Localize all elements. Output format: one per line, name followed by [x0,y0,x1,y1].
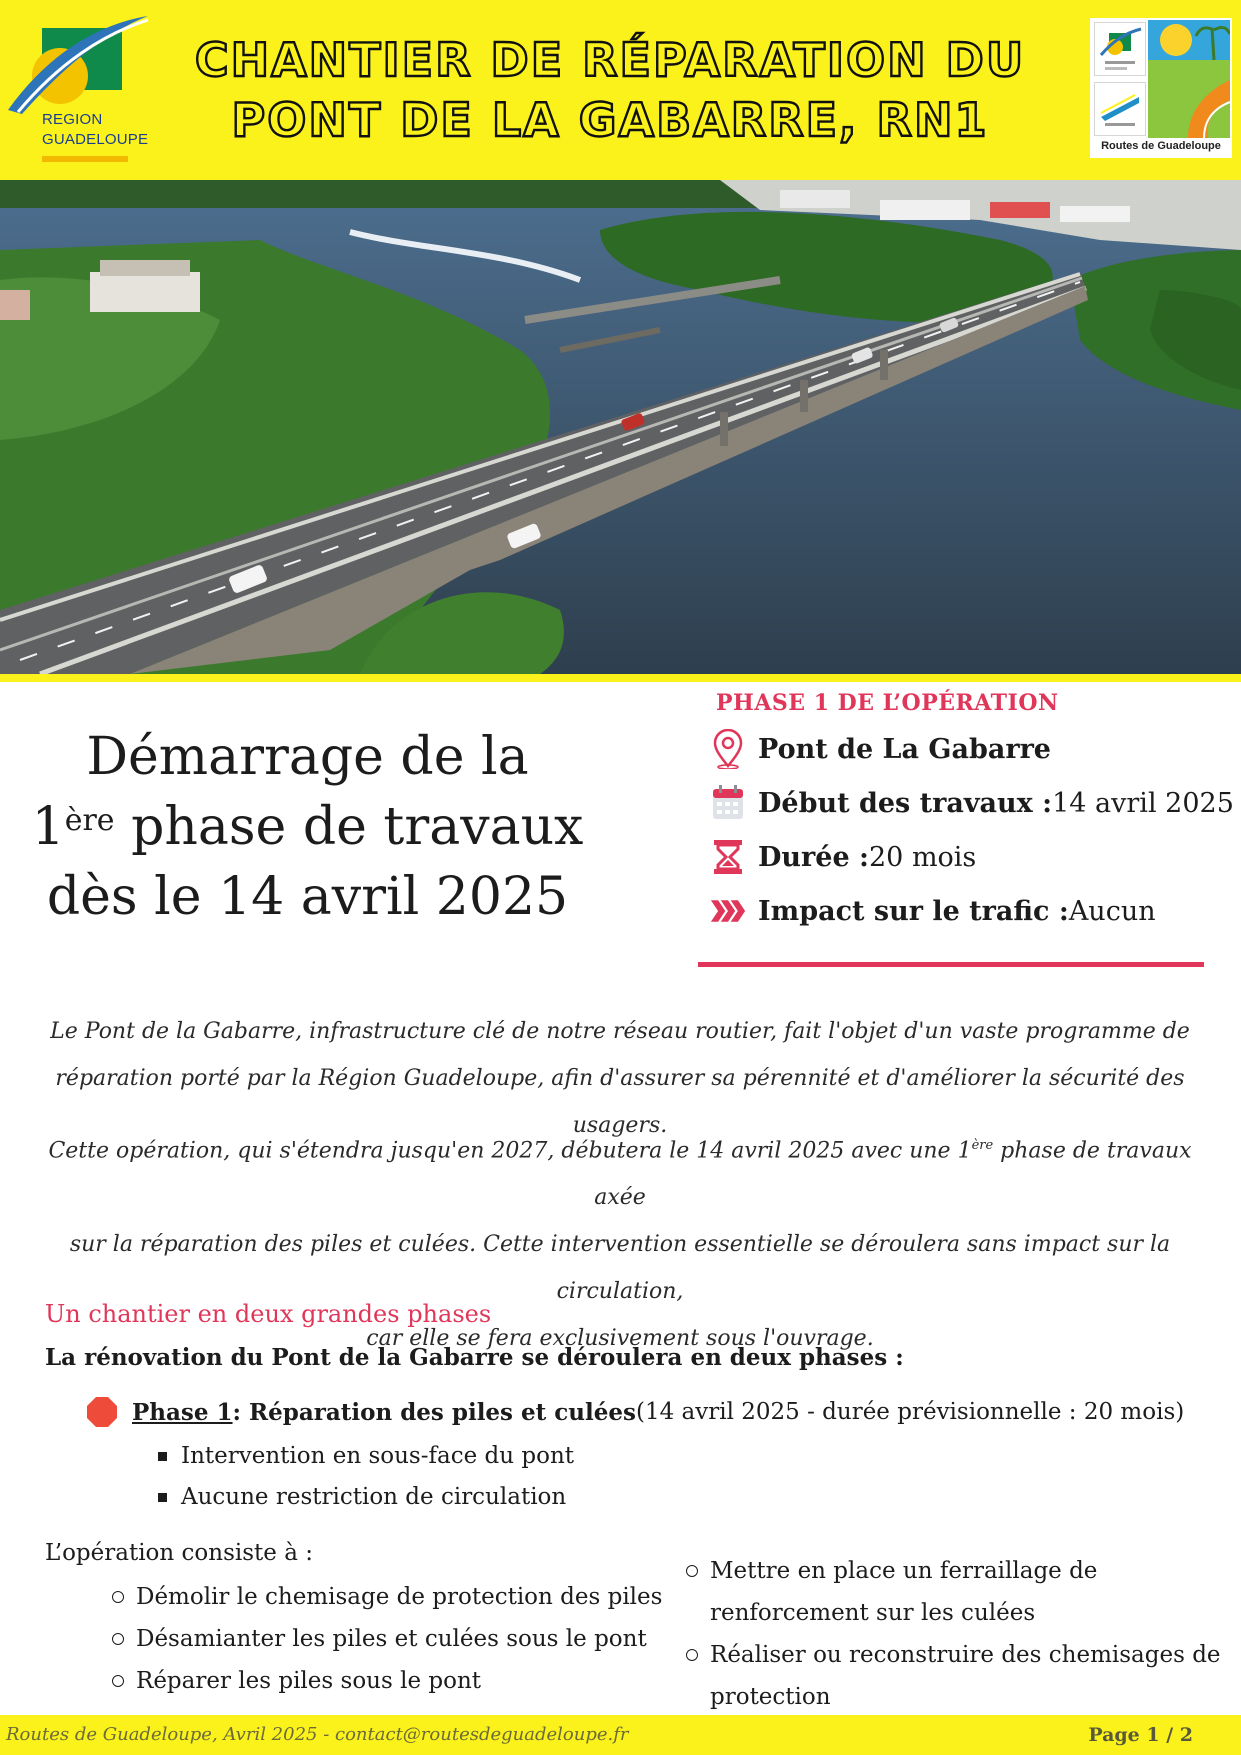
page-number: Page 1 / 2 [1088,1724,1193,1746]
headline [20,722,595,932]
phase1-heading [86,1396,1184,1428]
routes-logo-label: Routes de Guadeloupe [1101,140,1221,152]
para2-line3: car elle se fera exclusivement sous l'ouvrage. [366,1326,874,1352]
routes-logo-graphic [1148,20,1230,138]
para2-line1-start: Cette opération, qui s'étendra jusqu'en 2027, débutera le 14 avril 2025 avec une 1 [48,1138,972,1164]
duration-value: 20 mois [869,841,977,873]
para2-line2: sur la réparation des piles et culées. Cette intervention essentielle se déroulera sans impact sur la circulation, [69,1232,1171,1305]
operation-item [112,1576,672,1618]
region-guadeloupe-logo [8,14,150,164]
phase-panel-title: PHASE 1 DE L’OPÉRATION [716,690,1059,716]
page-title-line2: PONT DE LA GABARRE, RN1 [231,93,989,147]
square-bullet-icon [158,1452,167,1461]
header-band [0,0,1241,180]
operation-list-left [112,1576,672,1702]
start-value: 14 avril 2025 [1052,787,1234,819]
info-row-location [710,726,1230,772]
para2-ordinal-suffix: ère [971,1138,994,1153]
operation-item-text: Mettre en place un ferraillage de renforcement sur les culées [710,1558,1098,1626]
phase-panel-divider [698,962,1204,967]
headline-line2 [20,792,595,862]
phase-info-panel [698,690,1234,970]
region-logo-mark [8,14,150,114]
headline-line3: dès le 14 avril 2025 [46,867,569,927]
square-bullet-icon [158,1493,167,1502]
start-label: Début des travaux : [758,787,1053,819]
circle-bullet-icon [112,1633,124,1645]
mini-logo-region [1094,22,1146,76]
para2-line1-end: phase de travaux axée [594,1138,1192,1211]
bridge-aerial-photo [0,180,1241,674]
impact-label: Impact sur le trafic : [758,895,1069,927]
phase1-bullet-text: Aucune restriction de circulation [181,1484,567,1510]
location-pin-icon [710,729,746,769]
phase1-bullet [158,1443,574,1469]
operation-list-right [686,1550,1231,1718]
mini-logo-routes [1094,82,1146,136]
operation-item-text: Réparer les piles sous le pont [136,1668,481,1694]
info-row-duration [710,834,1230,880]
phase1-label: Phase 1 [132,1398,233,1426]
para2-line1 [20,1122,1220,1221]
region-logo-line1: REGION [42,111,103,128]
section-title: Un chantier en deux grandes phases [45,1300,492,1328]
chevrons-icon [710,891,746,931]
footer-band [0,1715,1241,1755]
circle-bullet-icon [112,1591,124,1603]
headline-ordinal-suffix: ère [64,803,115,838]
headline-ordinal-number: 1 [31,797,65,857]
operation-item [686,1634,1231,1718]
circle-bullet-icon [112,1675,124,1687]
page-title [170,30,1050,150]
bridge-photo-illustration [0,180,1241,674]
headline-line1: Démarrage de la [86,727,529,787]
circle-bullet-icon [686,1649,698,1661]
info-row-impact [710,888,1230,934]
photo-yellow-strip [0,674,1241,682]
operation-item-text: Démolir le chemisage de protection des piles [136,1584,663,1610]
page-title-line1: CHANTIER DE RÉPARATION DU [194,33,1026,87]
footer-contact: Routes de Guadeloupe, Avril 2025 - contact@routesdeguadeloupe.fr [6,1724,629,1745]
circle-bullet-icon [686,1565,698,1577]
operation-item-text: Désamianter les piles et culées sous le pont [136,1626,647,1652]
operation-item-text: Réaliser ou reconstruire des chemisages de protection [710,1642,1221,1710]
calendar-icon [710,783,746,823]
section-subtitle: La rénovation du Pont de la Gabarre se déroulera en deux phases : [45,1344,904,1371]
impact-value: Aucun [1068,895,1156,927]
operation-item [686,1550,1231,1634]
region-logo-underline [42,156,128,162]
phase1-title: : Réparation des piles et culées [232,1398,636,1426]
phase1-marker-icon [86,1396,118,1428]
operation-item [112,1618,672,1660]
operation-item [112,1660,672,1702]
info-row-start [710,780,1234,826]
mini-region-logo-icon [1095,23,1145,75]
phase1-bullet [158,1484,566,1510]
mini-routes-logo-icon [1095,83,1145,135]
hourglass-icon [710,837,746,877]
duration-label: Durée : [758,841,869,873]
para1-line1: Le Pont de la Gabarre, infrastructure clé de notre réseau routier, fait l'objet d'un vaste programme de [50,1019,1190,1044]
region-logo-text [42,110,148,150]
operation-intro: L’opération consiste à : [45,1540,313,1566]
para1-line2: réparation porté par la Région Guadeloupe, afin d'assurer sa pérennité et d'améliorer la sécurité des usagers. [55,1066,1185,1138]
headline-line2-text: phase de travaux [114,797,584,857]
phase1-detail: (14 avril 2025 - durée prévisionnelle : 20 mois) [635,1399,1185,1425]
phase1-bullet-text: Intervention en sous-face du pont [181,1443,575,1469]
routes-de-guadeloupe-logo [1090,18,1232,158]
location-value: Pont de La Gabarre [758,733,1051,765]
region-logo-line2: GUADELOUPE [42,131,149,148]
